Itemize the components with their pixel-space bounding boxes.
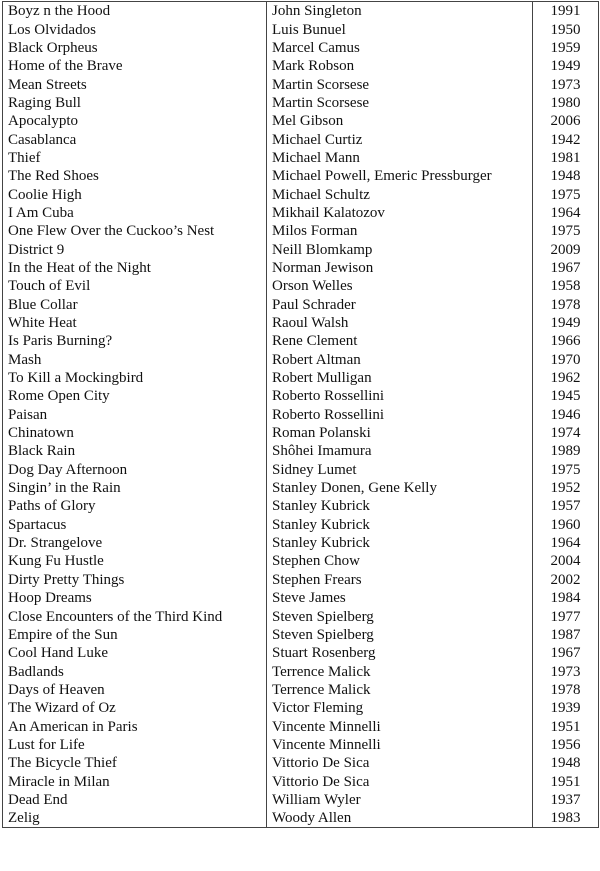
year-cell: 1949: [533, 314, 599, 332]
year-cell: 1948: [533, 754, 599, 772]
film-table-body: [3, 2, 599, 828]
film-title-cell: Home of the Brave: [3, 57, 267, 75]
director-cell: Robert Altman: [267, 351, 533, 369]
film-title-cell: Raging Bull: [3, 94, 267, 112]
film-title-cell: Apocalypto: [3, 112, 267, 130]
director-cell: Stuart Rosenberg: [267, 644, 533, 662]
year-cell: 1966: [533, 332, 599, 350]
table-row: [3, 607, 599, 625]
year-cell: 1978: [533, 296, 599, 314]
table-row: [3, 516, 599, 534]
film-title-cell: Coolie High: [3, 185, 267, 203]
year-cell: 1977: [533, 607, 599, 625]
film-title-cell: Empire of the Sun: [3, 626, 267, 644]
table-row: [3, 332, 599, 350]
film-title-cell: Spartacus: [3, 516, 267, 534]
director-cell: Stanley Kubrick: [267, 516, 533, 534]
year-cell: 1975: [533, 185, 599, 203]
year-cell: 1962: [533, 369, 599, 387]
table-row: [3, 259, 599, 277]
film-title-cell: Mash: [3, 351, 267, 369]
year-cell: 1946: [533, 406, 599, 424]
table-row: [3, 149, 599, 167]
film-title-cell: Rome Open City: [3, 387, 267, 405]
table-row: [3, 662, 599, 680]
year-cell: 1967: [533, 644, 599, 662]
year-cell: 1951: [533, 772, 599, 790]
year-cell: 1984: [533, 589, 599, 607]
film-title-cell: Dead End: [3, 791, 267, 809]
year-cell: 1949: [533, 57, 599, 75]
film-title-cell: District 9: [3, 240, 267, 258]
table-row: [3, 20, 599, 38]
year-cell: 1942: [533, 130, 599, 148]
year-cell: 1951: [533, 717, 599, 735]
film-title-cell: Badlands: [3, 662, 267, 680]
film-title-cell: Touch of Evil: [3, 277, 267, 295]
year-cell: 1975: [533, 222, 599, 240]
year-cell: 1952: [533, 479, 599, 497]
film-title-cell: I Am Cuba: [3, 204, 267, 222]
film-title-cell: Days of Heaven: [3, 681, 267, 699]
director-cell: Roberto Rossellini: [267, 406, 533, 424]
film-title-cell: Dirty Pretty Things: [3, 571, 267, 589]
table-row: [3, 681, 599, 699]
director-cell: Rene Clement: [267, 332, 533, 350]
film-title-cell: Miracle in Milan: [3, 772, 267, 790]
film-title-cell: The Red Shoes: [3, 167, 267, 185]
table-row: [3, 552, 599, 570]
year-cell: 1958: [533, 277, 599, 295]
director-cell: Roman Polanski: [267, 424, 533, 442]
director-cell: Stephen Chow: [267, 552, 533, 570]
director-cell: Luis Bunuel: [267, 20, 533, 38]
table-row: [3, 112, 599, 130]
director-cell: Martin Scorsese: [267, 75, 533, 93]
table-row: [3, 369, 599, 387]
director-cell: Mark Robson: [267, 57, 533, 75]
film-title-cell: Chinatown: [3, 424, 267, 442]
year-cell: 2004: [533, 552, 599, 570]
year-cell: 1964: [533, 204, 599, 222]
table-row: [3, 185, 599, 203]
table-row: [3, 277, 599, 295]
director-cell: Vittorio De Sica: [267, 754, 533, 772]
table-row: [3, 461, 599, 479]
year-cell: 1973: [533, 662, 599, 680]
table-row: [3, 204, 599, 222]
film-title-cell: One Flew Over the Cuckoo’s Nest: [3, 222, 267, 240]
director-cell: Woody Allen: [267, 809, 533, 828]
year-cell: 1970: [533, 351, 599, 369]
director-cell: Vincente Minnelli: [267, 717, 533, 735]
year-cell: 1959: [533, 39, 599, 57]
director-cell: Stanley Donen, Gene Kelly: [267, 479, 533, 497]
director-cell: Steve James: [267, 589, 533, 607]
year-cell: 1974: [533, 424, 599, 442]
film-title-cell: Singin’ in the Rain: [3, 479, 267, 497]
director-cell: Milos Forman: [267, 222, 533, 240]
table-row: [3, 534, 599, 552]
director-cell: Steven Spielberg: [267, 607, 533, 625]
table-row: [3, 314, 599, 332]
director-cell: Steven Spielberg: [267, 626, 533, 644]
table-row: [3, 589, 599, 607]
year-cell: 1945: [533, 387, 599, 405]
director-cell: Vincente Minnelli: [267, 736, 533, 754]
director-cell: Sidney Lumet: [267, 461, 533, 479]
table-row: [3, 57, 599, 75]
year-cell: 1939: [533, 699, 599, 717]
director-cell: Neill Blomkamp: [267, 240, 533, 258]
director-cell: Robert Mulligan: [267, 369, 533, 387]
year-cell: 2002: [533, 571, 599, 589]
film-title-cell: Boyz n the Hood: [3, 2, 267, 21]
year-cell: 1948: [533, 167, 599, 185]
director-cell: Stanley Kubrick: [267, 534, 533, 552]
film-title-cell: Is Paris Burning?: [3, 332, 267, 350]
director-cell: Michael Schultz: [267, 185, 533, 203]
film-title-cell: Black Orpheus: [3, 39, 267, 57]
director-cell: William Wyler: [267, 791, 533, 809]
director-cell: Stephen Frears: [267, 571, 533, 589]
table-row: [3, 626, 599, 644]
film-title-cell: The Wizard of Oz: [3, 699, 267, 717]
year-cell: 1980: [533, 94, 599, 112]
year-cell: 1987: [533, 626, 599, 644]
director-cell: Terrence Malick: [267, 662, 533, 680]
year-cell: 1989: [533, 442, 599, 460]
film-title-cell: An American in Paris: [3, 717, 267, 735]
table-row: [3, 717, 599, 735]
year-cell: 1991: [533, 2, 599, 21]
film-title-cell: Mean Streets: [3, 75, 267, 93]
table-row: [3, 351, 599, 369]
table-row: [3, 442, 599, 460]
film-title-cell: Lust for Life: [3, 736, 267, 754]
director-cell: Mel Gibson: [267, 112, 533, 130]
table-row: [3, 497, 599, 515]
film-title-cell: Dog Day Afternoon: [3, 461, 267, 479]
film-title-cell: Zelig: [3, 809, 267, 828]
year-cell: 1978: [533, 681, 599, 699]
table-row: [3, 130, 599, 148]
table-row: [3, 809, 599, 828]
director-cell: Martin Scorsese: [267, 94, 533, 112]
director-cell: Mikhail Kalatozov: [267, 204, 533, 222]
table-row: [3, 736, 599, 754]
film-title-cell: Los Olvidados: [3, 20, 267, 38]
table-row: [3, 240, 599, 258]
year-cell: 1983: [533, 809, 599, 828]
year-cell: 1956: [533, 736, 599, 754]
director-cell: Michael Mann: [267, 149, 533, 167]
table-row: [3, 479, 599, 497]
director-cell: Stanley Kubrick: [267, 497, 533, 515]
year-cell: 1967: [533, 259, 599, 277]
director-cell: Marcel Camus: [267, 39, 533, 57]
year-cell: 1957: [533, 497, 599, 515]
director-cell: Shôhei Imamura: [267, 442, 533, 460]
film-title-cell: Close Encounters of the Third Kind: [3, 607, 267, 625]
film-title-cell: Dr. Strangelove: [3, 534, 267, 552]
table-row: [3, 167, 599, 185]
director-cell: Roberto Rossellini: [267, 387, 533, 405]
director-cell: Norman Jewison: [267, 259, 533, 277]
film-title-cell: White Heat: [3, 314, 267, 332]
film-title-cell: Thief: [3, 149, 267, 167]
film-title-cell: Black Rain: [3, 442, 267, 460]
director-cell: Paul Schrader: [267, 296, 533, 314]
table-row: [3, 644, 599, 662]
director-cell: Raoul Walsh: [267, 314, 533, 332]
film-title-cell: Blue Collar: [3, 296, 267, 314]
table-row: [3, 2, 599, 21]
table-row: [3, 296, 599, 314]
film-title-cell: Paisan: [3, 406, 267, 424]
table-row: [3, 791, 599, 809]
table-row: [3, 772, 599, 790]
year-cell: 1981: [533, 149, 599, 167]
table-row: [3, 424, 599, 442]
director-cell: Victor Fleming: [267, 699, 533, 717]
film-title-cell: Paths of Glory: [3, 497, 267, 515]
year-cell: 2009: [533, 240, 599, 258]
table-row: [3, 39, 599, 57]
director-cell: Michael Powell, Emeric Pressburger: [267, 167, 533, 185]
table-row: [3, 406, 599, 424]
film-title-cell: In the Heat of the Night: [3, 259, 267, 277]
film-title-cell: The Bicycle Thief: [3, 754, 267, 772]
director-cell: Michael Curtiz: [267, 130, 533, 148]
year-cell: 1964: [533, 534, 599, 552]
film-table: [2, 1, 599, 828]
film-title-cell: Casablanca: [3, 130, 267, 148]
film-title-cell: Cool Hand Luke: [3, 644, 267, 662]
film-title-cell: To Kill a Mockingbird: [3, 369, 267, 387]
year-cell: 1950: [533, 20, 599, 38]
director-cell: John Singleton: [267, 2, 533, 21]
director-cell: Vittorio De Sica: [267, 772, 533, 790]
table-row: [3, 387, 599, 405]
table-row: [3, 222, 599, 240]
table-row: [3, 571, 599, 589]
year-cell: 2006: [533, 112, 599, 130]
year-cell: 1937: [533, 791, 599, 809]
year-cell: 1973: [533, 75, 599, 93]
film-title-cell: Hoop Dreams: [3, 589, 267, 607]
table-row: [3, 699, 599, 717]
director-cell: Terrence Malick: [267, 681, 533, 699]
table-row: [3, 94, 599, 112]
year-cell: 1975: [533, 461, 599, 479]
film-title-cell: Kung Fu Hustle: [3, 552, 267, 570]
table-row: [3, 75, 599, 93]
director-cell: Orson Welles: [267, 277, 533, 295]
table-row: [3, 754, 599, 772]
year-cell: 1960: [533, 516, 599, 534]
